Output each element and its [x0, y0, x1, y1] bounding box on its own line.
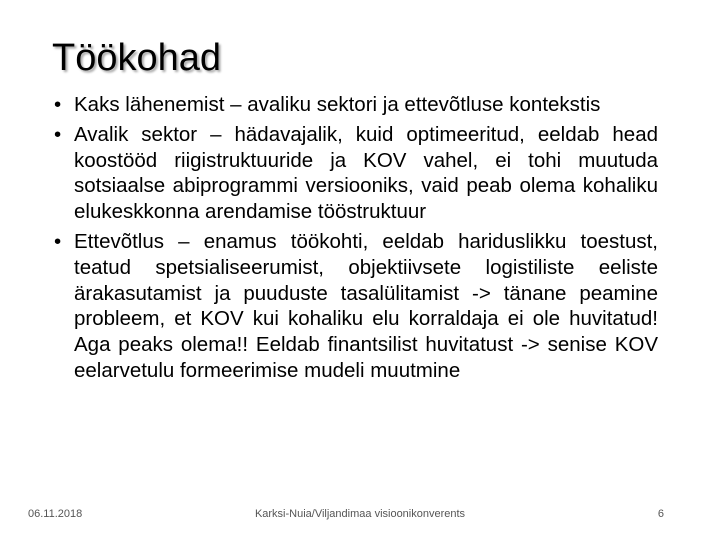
footer-page-number: 6	[657, 508, 664, 520]
bullet-icon: •	[54, 229, 62, 253]
bullet-list	[50, 92, 658, 388]
bullet-text: Avalik sektor – hädavajalik, kuid optimeeritud, eeldab head koostööd riigistruktuuride ja KOV vahel, ei tohi muutuda sotsiaalse abiprogrammi versiooniks, vaid peab olema kohaliku elukeskkonna arendamise tööstruktuur	[74, 122, 658, 224]
bullet-text: Kaks lähenemist – avaliku sektori ja ettevõtluse kontekstis	[74, 93, 601, 116]
bullet-item	[50, 92, 658, 118]
slide-title: Töökohad	[52, 37, 222, 79]
footer-date: 06.11.2018	[28, 508, 83, 520]
bullet-item	[50, 229, 658, 384]
footer-conference-name: Karksi-Nuia/Viljandimaa visioonikonverents	[254, 508, 466, 520]
bullet-item	[50, 122, 658, 225]
bullet-icon: •	[54, 122, 62, 146]
bullet-text: Ettevõtlus – enamus töökohti, eeldab hariduslikku toestust, teatud spetsialiseerumist, objektiivsete logistiliste eeliste ärakasutamist ja puuduste tasalülitamist -> tänane peamine probleem, et KOV kui kohaliku elu korraldaja ei ole huvitatud! Aga peaks olema!! Eeldab finantsilist huvitatust -> senise KOV eelarvetulu formeerimise mudeli muutmine	[74, 229, 658, 382]
bullet-icon: •	[54, 93, 62, 116]
